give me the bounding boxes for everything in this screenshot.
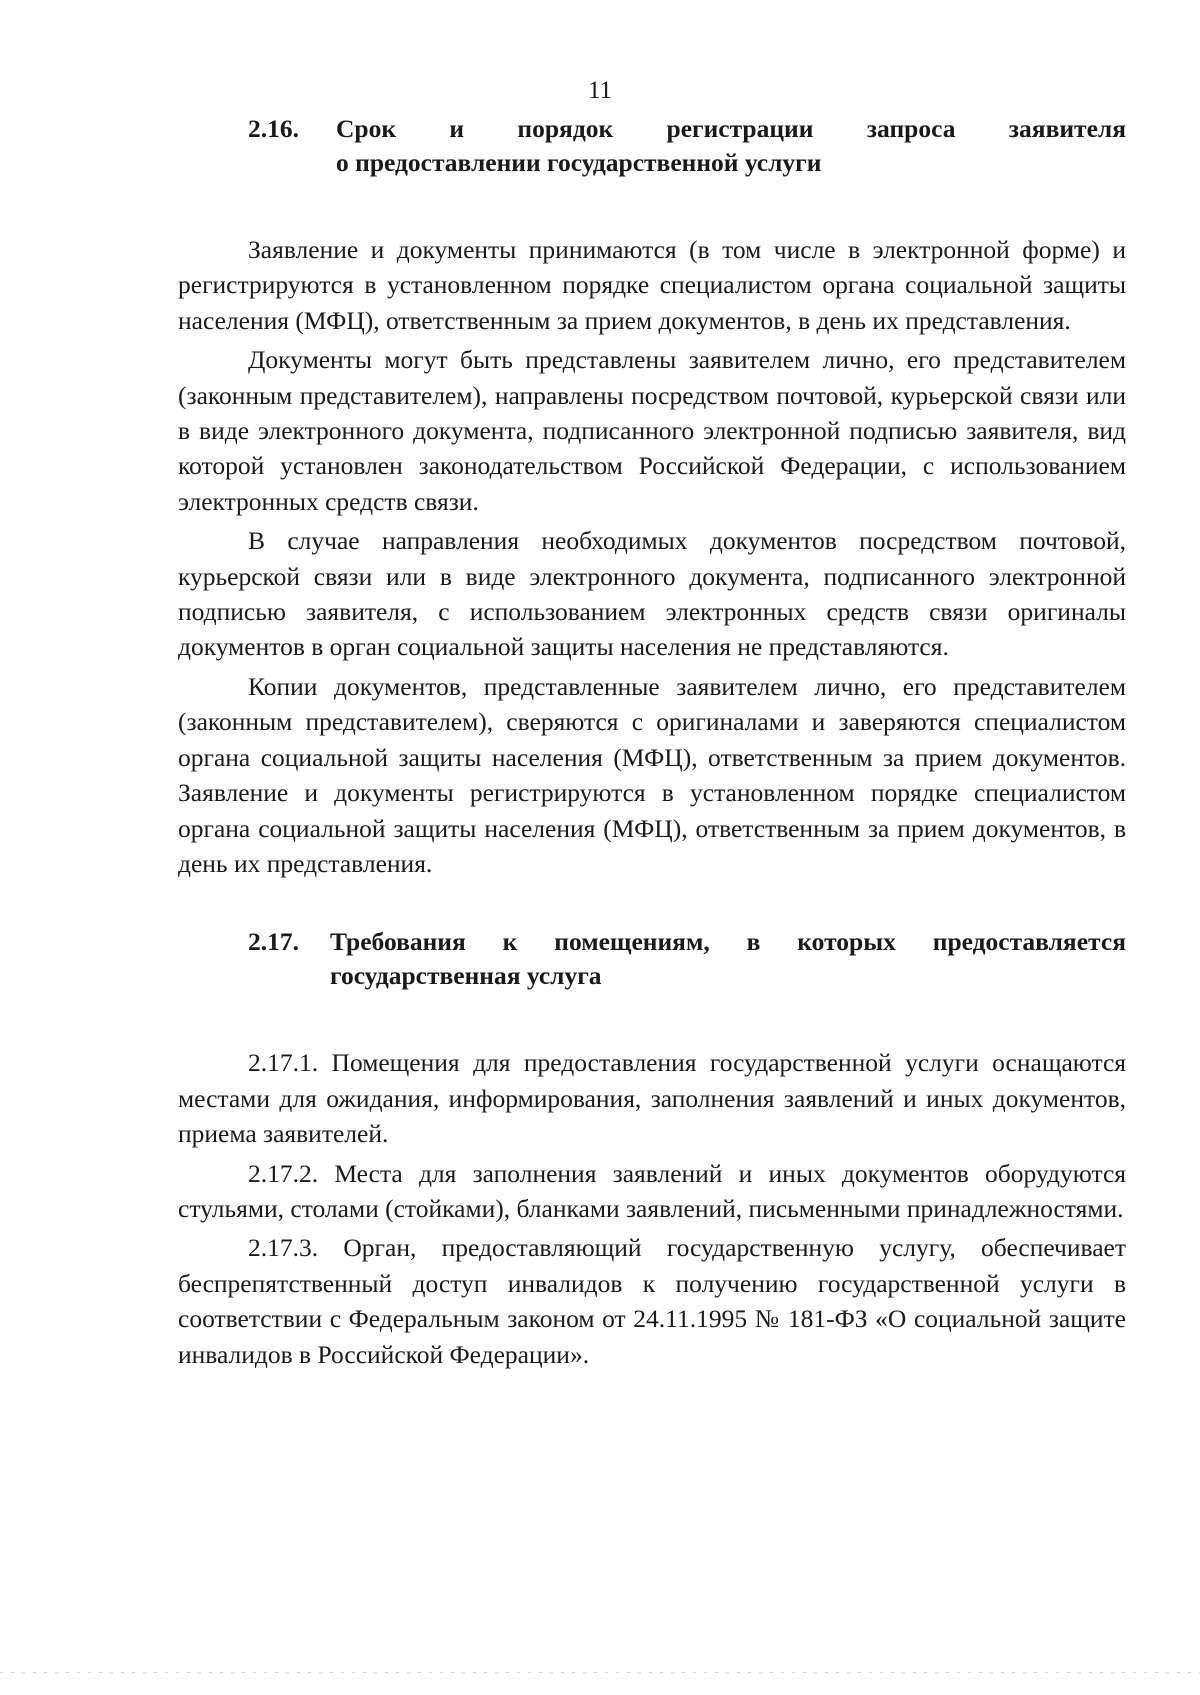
section-title: [336, 112, 1126, 180]
section-title-line: государственная услуга: [330, 961, 602, 991]
paragraph: 2.17.3. Орган, предоставляющий государственную услугу, обеспечивает беспрепятственный доступ инвалидов к получению государственной услуги в соответствии с Федеральным законом от 24.11.1995 № 181-ФЗ «О социальной защите инвалидов в Российской Федерации».: [178, 1233, 1126, 1369]
section-number: 2.17.: [248, 927, 299, 957]
paragraph: Заявление и документы принимаются (в том числе в электронной форме) и регистрируются в установленном порядке специалистом органа социальной защиты населения (МФЦ), ответственным за прием документов, в день их представления.: [178, 235, 1126, 335]
paragraph: Документы могут быть представлены заявителем лично, его представителем (законным представителем), направлены посредством почтовой, курьерской связи или в виде электронного документа, подписанного электронной подписью заявителя, вид которой установлен законодательством Российской Федерации, с использованием электронных средств связи.: [178, 345, 1126, 516]
page-number: 11: [587, 77, 613, 104]
section-title: [330, 925, 1126, 993]
scan-edge-divider: [0, 1672, 1200, 1673]
paragraph: 2.17.1. Помещения для предоставления государственной услуги оснащаются местами для ожидания, информирования, заполнения заявлений и иных документов, приема заявителей.: [178, 1048, 1126, 1149]
paragraph: 2.17.2. Места для заполнения заявлений и иных документов оборудуются стульями, столами (стойками), бланками заявлений, письменными принадлежностями.: [178, 1158, 1126, 1223]
section-heading-2-17: [248, 925, 1126, 993]
paragraph: В случае направления необходимых документов посредством почтовой, курьерской связи или в виде электронного документа, подписанного электронной подписью заявителя, с использованием электронных средств связи оригиналы документов в орган социальной защиты населения не представляются.: [178, 526, 1126, 662]
paragraph: Копии документов, представленные заявителем лично, его представителем (законным представителем), сверяются с оригиналами и заверяются специалистом органа социальной защиты населения (МФЦ), ответственным за прием документов. Заявление и документы регистрируются в установленном порядке специалистом органа социальной защиты населения (МФЦ), ответственным за прием документов, в день их представления.: [178, 671, 1126, 878]
section-heading-2-16: [248, 112, 1126, 180]
section-title-line: Срок и порядок регистрации запроса заявителя: [336, 114, 1126, 143]
page-content: [178, 112, 1126, 1372]
section-title-line: о предоставлении государственной услуги: [336, 148, 822, 177]
section-title-line: Требования к помещениям, в которых предоставляется: [330, 927, 1126, 957]
section-number: 2.16.: [248, 114, 299, 143]
